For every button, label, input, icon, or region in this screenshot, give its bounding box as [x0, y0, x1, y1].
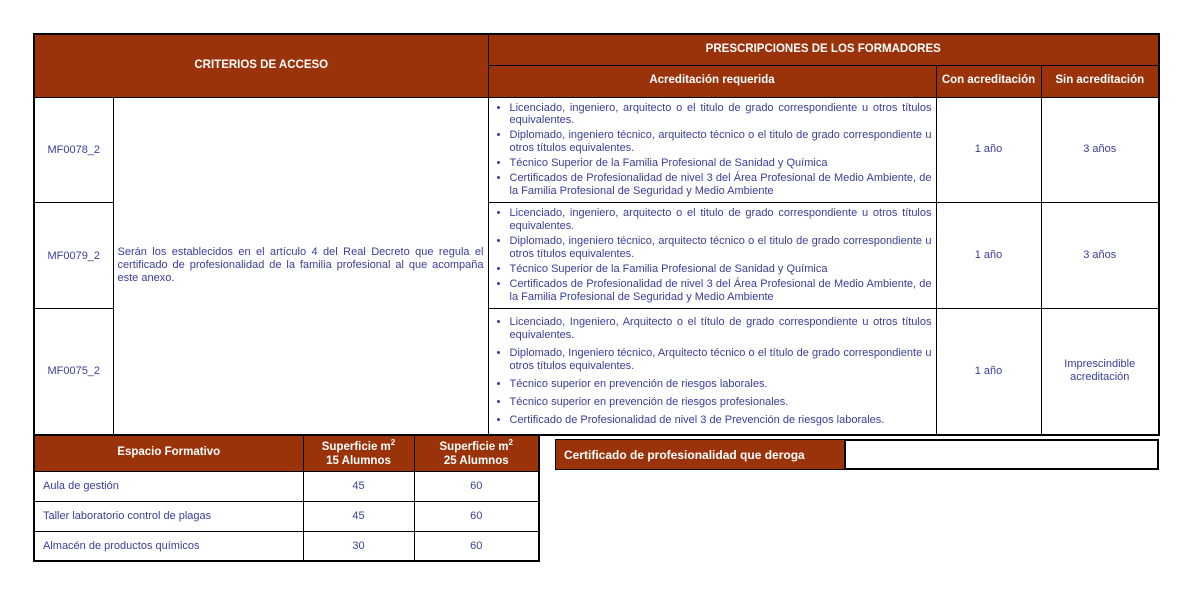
- superficie-label: Superficie m: [439, 440, 509, 453]
- bullet-item: • Técnico superior en prevención de riesgos profesionales.: [510, 396, 932, 409]
- superscript-2: 2: [508, 438, 513, 448]
- superficie-15-value: 30: [303, 531, 414, 561]
- module-code: MF0078_2: [34, 97, 113, 203]
- superficie-25-value: 60: [414, 531, 539, 561]
- bullet-list: [493, 316, 932, 427]
- bullet-item: • Técnico Superior de la Familia Profesional de Sanidad y Química: [510, 263, 932, 276]
- espacio-name: Taller laboratorio control de plagas: [34, 501, 303, 531]
- table-row: [34, 501, 539, 531]
- header-superficie-15: [303, 435, 414, 471]
- certificado-deroga-section: [555, 439, 1159, 470]
- formadores-table: [33, 33, 1160, 436]
- bullet-item: • Certificados de Profesionalidad de nivel 3 del Área Profesional de Medio Ambiente, de la Familia Profesional de Seguridad y Medio Ambiente: [510, 278, 932, 304]
- module-code: MF0079_2: [34, 203, 113, 309]
- bullet-item: • Licenciado, ingeniero, arquitecto o el titulo de grado correspondiente u otros títulos equivalentes.: [510, 102, 932, 128]
- sin-acreditacion-value: 3 años: [1041, 97, 1159, 203]
- table-row: [34, 531, 539, 561]
- espacios-formativos-table: [33, 434, 540, 562]
- bullet-list: [493, 102, 932, 199]
- bullet-item: • Certificado de Profesionalidad de nivel 3 de Prevención de riesgos laborales.: [510, 414, 932, 427]
- header-espacio-formativo: Espacio Formativo: [34, 435, 303, 471]
- acreditacion-requerida-cell: [488, 309, 936, 435]
- criteria-text: Serán los establecidos en el artículo 4 del Real Decreto que regula el certificado de profesionalidad de la familia profesional al que acompaña este anexo.: [113, 97, 488, 435]
- superficie-label: Superficie m: [321, 440, 391, 453]
- table-row: [34, 471, 539, 501]
- superficie-15-value: 45: [303, 471, 414, 501]
- superficie-15-value: 45: [303, 501, 414, 531]
- superscript-2: 2: [390, 438, 396, 448]
- bullet-item: • Técnico superior en prevención de riesgos laborales.: [510, 378, 932, 391]
- bullet-item: • Diplomado, ingeniero técnico, arquitecto técnico o el titulo de grado correspondiente u otros títulos equivalentes.: [510, 235, 932, 261]
- bullet-item: • Certificados de Profesionalidad de nivel 3 del Área Profesional de Medio Ambiente, de la Familia Profesional de Seguridad y Medio Ambiente: [510, 172, 932, 198]
- bullet-list: [493, 207, 932, 304]
- header-prescripciones-formadores: PRESCRIPCIONES DE LOS FORMADORES: [488, 34, 1159, 65]
- certificado-deroga-value: [845, 439, 1159, 470]
- sin-acreditacion-value: Imprescindible acreditación: [1041, 309, 1159, 435]
- con-acreditacion-value: 1 año: [936, 97, 1041, 203]
- bullet-item: • Diplomado, ingeniero técnico, arquitecto técnico o el titulo de grado correspondiente u otros títulos equivalentes.: [510, 129, 932, 155]
- header-acreditacion-requerida: Acreditación requerida: [488, 65, 936, 97]
- header-sin-acreditacion: Sin acreditación: [1041, 65, 1159, 97]
- espacio-name: Almacén de productos químicos: [34, 531, 303, 561]
- alumnos-15-label: 15 Alumnos: [326, 454, 391, 467]
- bullet-item: • Licenciado, ingeniero, arquitecto o el titulo de grado correspondiente u otros títulos equivalentes.: [510, 207, 932, 233]
- table-row: [34, 97, 1159, 203]
- superficie-25-value: 60: [414, 501, 539, 531]
- espacio-name: Aula de gestión: [34, 471, 303, 501]
- bullet-item: • Técnico Superior de la Familia Profesional de Sanidad y Química: [510, 157, 932, 170]
- header-con-acreditacion: Con acreditación: [936, 65, 1041, 97]
- con-acreditacion-value: 1 año: [936, 203, 1041, 309]
- superficie-25-value: 60: [414, 471, 539, 501]
- bullet-item: • Diplomado, Ingeniero técnico, Arquitecto técnico o el título de grado correspondiente u otros títulos equivalentes.: [510, 347, 932, 373]
- sin-acreditacion-value: 3 años: [1041, 203, 1159, 309]
- acreditacion-requerida-cell: [488, 203, 936, 309]
- espacios-formativos-section: [33, 434, 540, 562]
- certificado-deroga-label: Certificado de profesionalidad que deroga: [555, 439, 845, 470]
- bullet-item: • Licenciado, Ingeniero, Arquitecto o el título de grado correspondiente u otros títulos equivalentes.: [510, 316, 932, 342]
- header-superficie-25: [414, 435, 539, 471]
- alumnos-25-label: 25 Alumnos: [443, 454, 509, 467]
- acreditacion-requerida-cell: [488, 97, 936, 203]
- con-acreditacion-value: 1 año: [936, 309, 1041, 435]
- header-criterios-de-acceso: CRITERIOS DE ACCESO: [34, 34, 488, 97]
- module-code: MF0075_2: [34, 309, 113, 435]
- formadores-section: [33, 33, 1160, 436]
